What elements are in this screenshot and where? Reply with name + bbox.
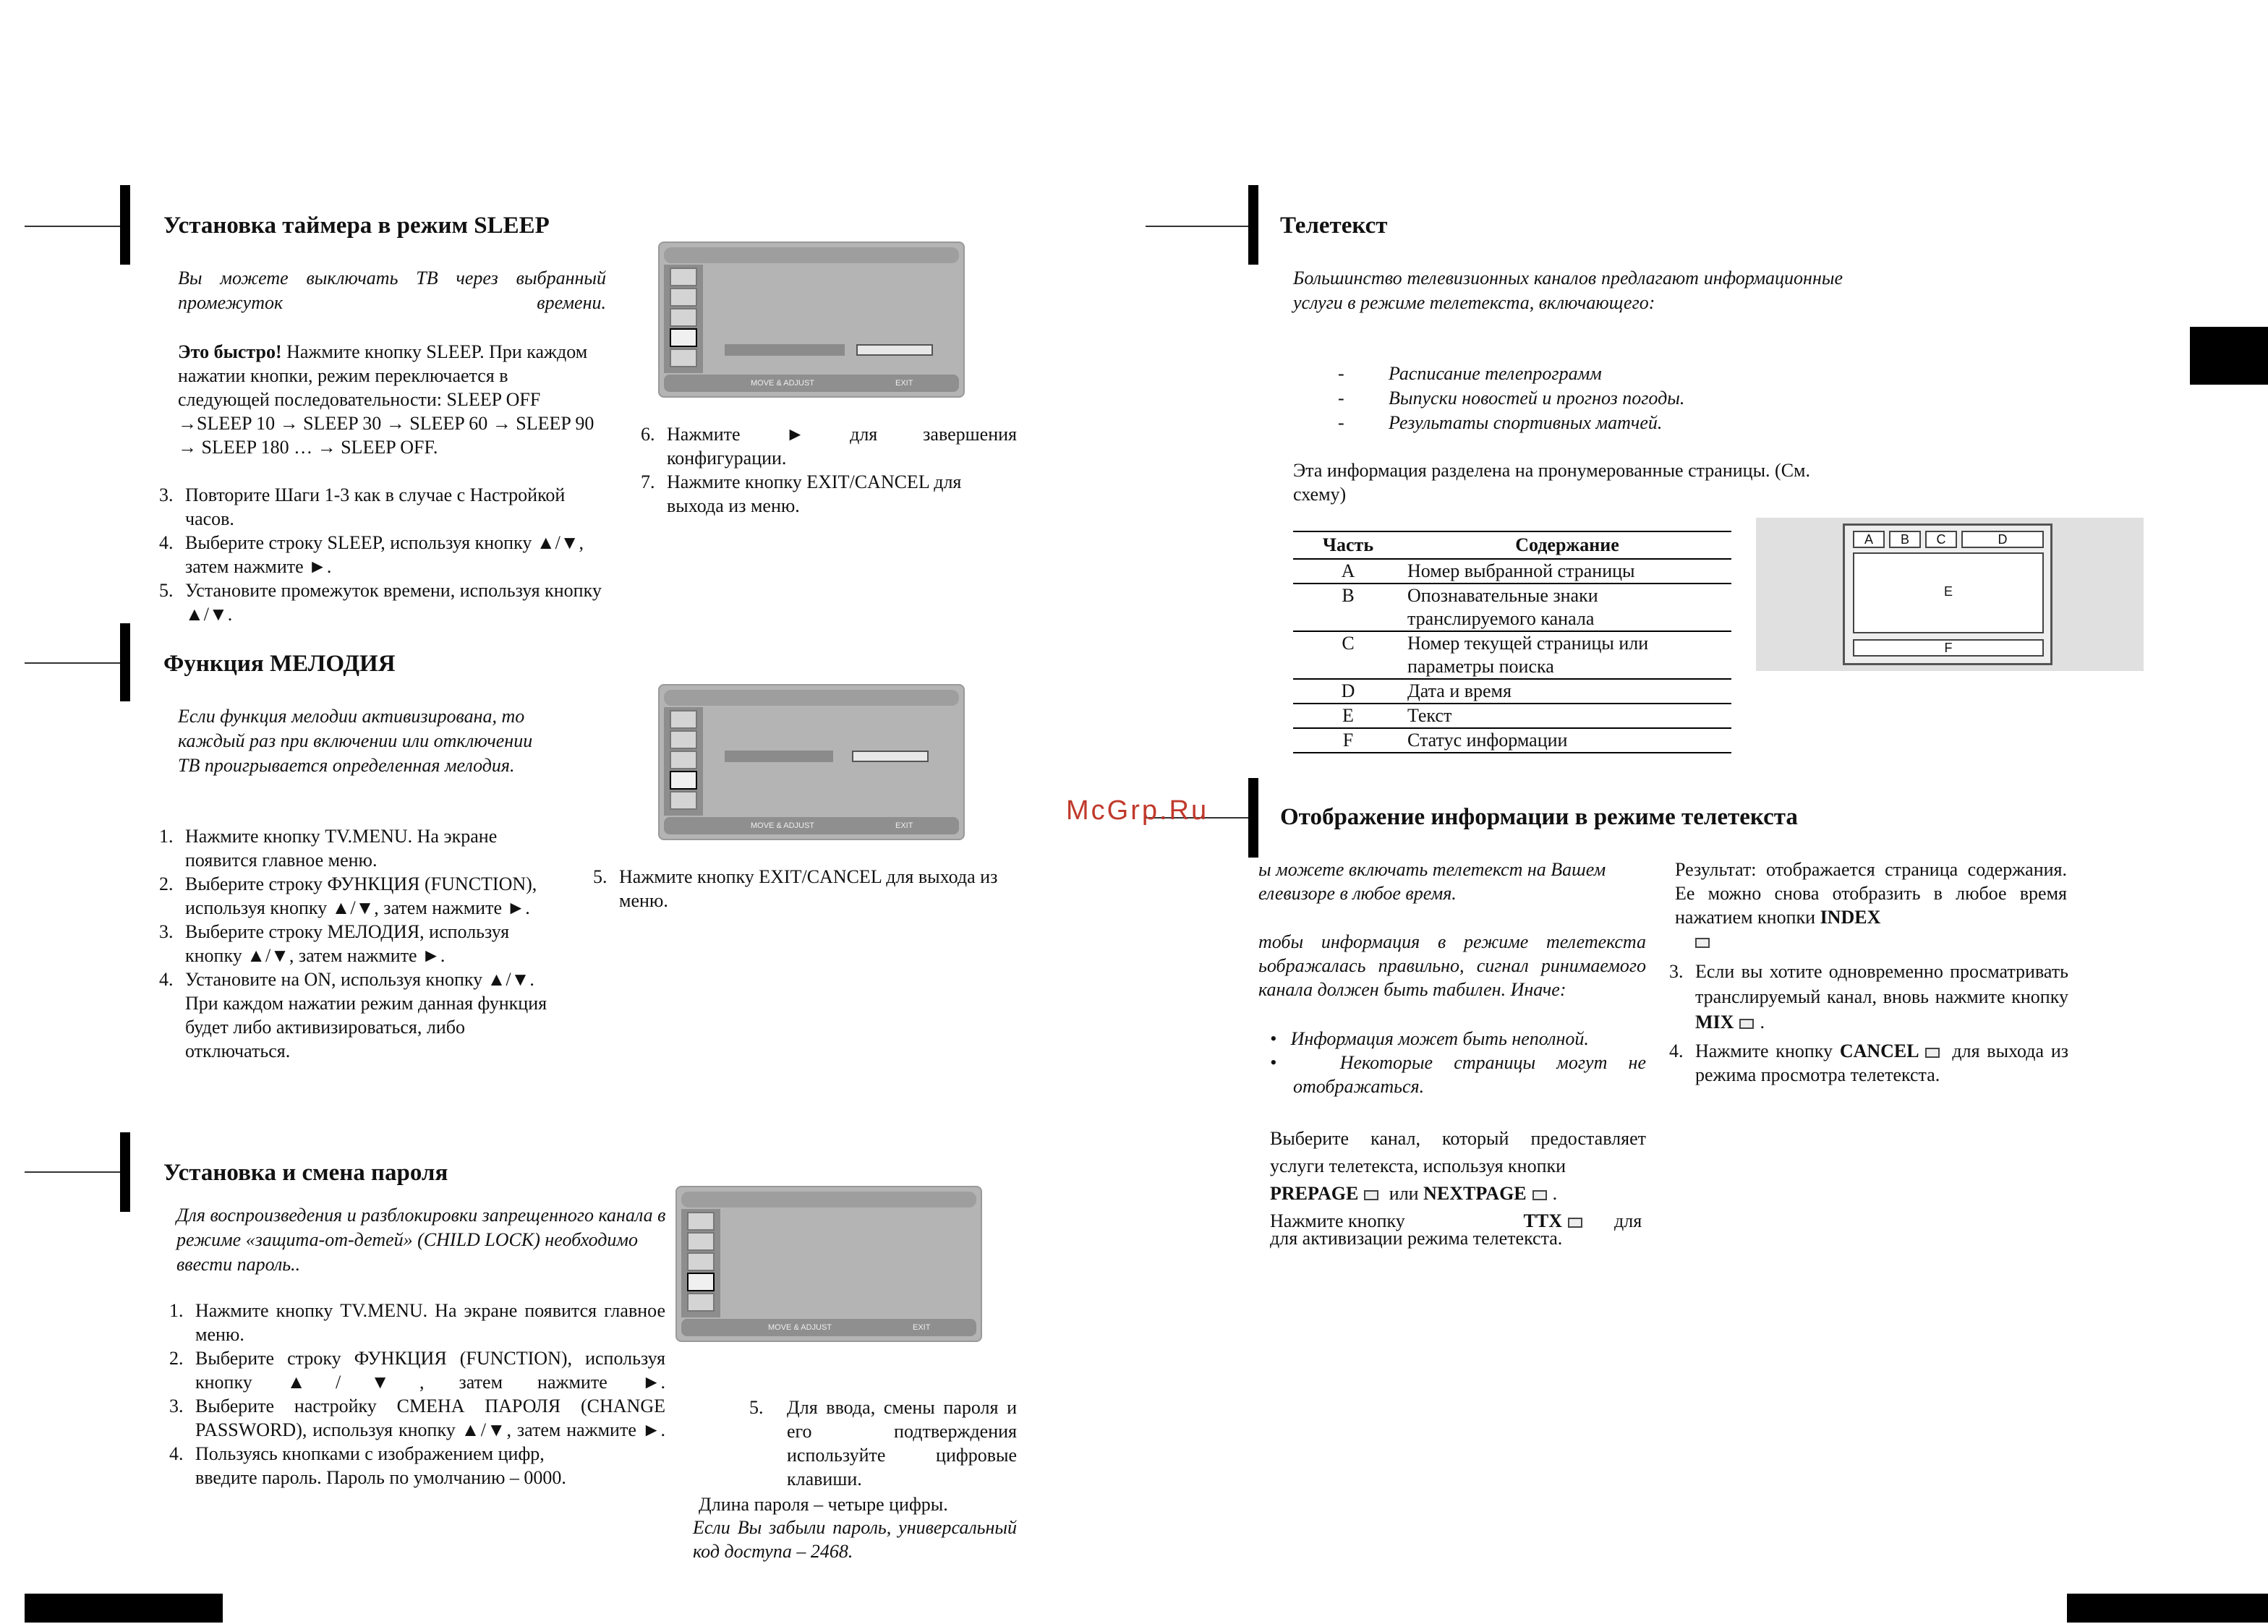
teletext-title: Телетекст [1280,213,1388,239]
list-item: - Выпуски новостей и прогноз погоды. [1338,388,1685,409]
list-item: 7. Нажмите кнопку EXIT/CANCEL для выхода из меню. [660,470,1017,518]
cancel-label: CANCEL [1839,1040,1919,1061]
diagram-label-d: D [1961,531,2044,548]
password-step5: Для ввода, смены пароля и его подтверждения используйте цифровые клавиши. [787,1397,1017,1490]
osd-exit-label: EXIT [895,821,913,830]
teletext-pages-note: Эта информация разделена на пронумерованные страницы. (См. схему) [1293,460,1811,505]
watermark-logo: McGrp.Ru [1066,795,1209,826]
password-forgot-note: Если Вы забыли пароль, универсальный код доступа – 2468. [693,1517,1017,1562]
table-row: D Дата и время [1293,679,1731,704]
password-title: Установка и смена пароля [163,1160,448,1186]
list-item: 3. Выберите настройку СМЕНА ПАРОЛЯ (CHANGE PASSWORD), используя кнопку ▲/▼, затем нажмите ►. [188,1394,665,1442]
cancel-button-icon [1925,1048,1940,1058]
table-row: C Номер текущей страницы или параметры поиска [1293,631,1731,679]
section-marker [1248,185,1258,265]
section-rule [25,226,122,227]
osd-move-label: MOVE & ADJUST [751,379,815,388]
section-marker [120,623,130,701]
list-item: 3. Выберите строку МЕЛОДИЯ, используя кнопку ▲/▼, затем нажмите ►. [178,920,557,967]
nextpage-label: NEXTPAGE [1423,1183,1527,1204]
display-step2-text: Нажмите кнопку [1270,1210,1405,1231]
teletext-screen-diagram [1756,518,2144,671]
display-step2-tail: для [1614,1210,1642,1231]
sleep-steps [152,483,608,626]
teletext-bullets [1338,362,1844,435]
table-row: A Номер выбранной страницы [1293,559,1731,584]
display-result: Результат: отображается страница содержания. Ее можно снова отобразить в любое время нажатием кнопки INDEX [1675,858,2067,953]
osd-exit-label: EXIT [913,1323,931,1332]
password-steps [162,1299,665,1490]
table-row: B Опознавательные знаки транслируемого канала [1293,584,1731,631]
page-footer-bar [2067,1594,2268,1623]
display-step2-end: для активизации режима телетекста. [1270,1228,1563,1249]
melody-intro: Если функция мелодии активизирована, то каждый раз при включении или отключении ТВ проигрывается определенная мелодия. [178,706,533,776]
teletext-intro: Большинство телевизионных каналов предлагают информационные услуги в режиме телетекста, включающего: [1293,268,1843,313]
list-item: - Расписание телепрограмм [1338,363,1602,384]
display-intro-2: тобы информация в режиме телетекста ьображалась правильно, сигнал ринимаемого канала должен быть табилен. Иначе: [1258,931,1646,1000]
list-item: 6. Нажмите ► для завершения конфигурации. [660,422,1017,470]
list-item: 5. Установите промежуток времени, используя кнопку ▲/▼. [178,578,608,626]
tv-menu-screenshot [658,242,965,398]
diagram-label-f: F [1853,639,2044,657]
display-title: Отображение информации в режиме телетекста [1280,804,1798,830]
list-item: 4. Нажмите кнопку CANCEL для выхода из режима просмотра телетекста. [1688,1039,2068,1087]
list-item [178,967,557,1063]
display-step1-text: Выберите канал, который предоставляет услуги телетекста, используя кнопки [1270,1128,1646,1176]
list-item: - Результаты спортивных матчей. [1338,412,1663,433]
sleep-title: Установка таймера в режим SLEEP [163,213,550,239]
table-header: Содержание [1403,531,1731,559]
list-item: 1. Нажмите кнопку TV.MENU. На экране появится главное меню. [188,1299,665,1346]
osd-move-label: MOVE & ADJUST [751,821,815,830]
diagram-label-c: C [1925,531,1957,548]
tv-menu-screenshot [675,1186,982,1342]
sleep-steps-right [634,422,1017,518]
section-marker [1248,778,1258,858]
password-length-note: Длина пароля – четыре цифры. [699,1494,948,1515]
page-side-tab [2190,327,2268,385]
index-label: INDEX [1820,907,1881,928]
diagram-label-e: E [1853,552,2044,633]
sleep-quick [178,340,597,459]
tv-menu-screenshot [658,684,965,840]
list-item: 3. Если вы хотите одновременно просматривать транслируемый канал, вновь нажмите кнопку MIX . [1688,959,2068,1035]
diagram-label-a: A [1853,531,1885,548]
mix-button-icon [1739,1019,1754,1029]
prepage-label: PREPAGE [1270,1183,1359,1204]
display-step1: Выберите канал, который предоставляет услуги телетекста, используя кнопки PREPAGE или NEXTPAGE . Нажмите кнопку TTX для [1270,1125,1646,1262]
display-intro-1: ы можете включать телетекст на Вашем елевизоре в любое время. [1258,859,1606,904]
list-item: 4. Выберите строку SLEEP, используя кнопку ▲/▼, затем нажмите ►. [178,531,608,578]
melody-title: Функция МЕЛОДИЯ [163,651,396,677]
password-step5-num: 5. [749,1397,764,1418]
page-footer-bar [25,1594,223,1623]
table-row: F Статус информации [1293,728,1731,753]
melody-step4: Установите на ON, используя кнопку ▲/▼. [185,969,534,990]
list-item: 2. Выберите строку ФУНКЦИЯ (FUNCTION), используя кнопку ▲/▼, затем нажмите ►. [178,872,557,920]
password-intro: Для воспроизведения и разблокировки запрещенного канала в режиме «защита-от-детей» (CHILD LOCK) необходимо ввести пароль.. [176,1205,666,1275]
list-item: 2. Выберите строку ФУНКЦИЯ (FUNCTION), используя кнопку ▲/▼, затем нажмите ►. [188,1346,665,1394]
list-item: 4. Пользуясь кнопками с изображением цифр, введите пароль. Пароль по умолчанию – 0000. [188,1442,665,1490]
osd-move-label: MOVE & ADJUST [768,1323,832,1332]
osd-exit-label: EXIT [895,379,913,388]
melody-steps [152,824,557,1063]
display-bullets [1270,1027,1646,1098]
list-item: 1. Нажмите кнопку TV.MENU. На экране появится главное меню. [178,824,557,872]
mix-label: MIX [1695,1012,1734,1033]
section-rule [25,662,122,664]
display-or: или [1389,1183,1419,1204]
prepage-button-icon [1364,1190,1378,1200]
section-rule [25,1171,122,1173]
table-header: Часть [1293,531,1403,559]
list-item: • Информация может быть неполной. [1270,1028,1589,1049]
section-marker [120,1132,130,1212]
list-item: • Некоторые страницы могут не отображаться. [1270,1052,1646,1097]
sleep-quick-bold: Это быстро! [178,341,282,362]
ttx-label: TTX [1523,1210,1562,1231]
display-steps-right [1663,959,2068,1087]
list-item: 5. Нажмите кнопку EXIT/CANCEL для выхода из меню. [612,865,1020,913]
melody-step4-note: При каждом нажатии режим данная функция будет либо активизироваться, либо отключаться. [185,993,547,1061]
table-row: E Текст [1293,704,1731,728]
index-button-icon [1695,938,1710,948]
diagram-label-b: B [1889,531,1921,548]
section-marker [120,185,130,265]
section-rule [1146,226,1251,227]
list-item: 3. Повторите Шаги 1-3 как в случае с Настройкой часов. [178,483,608,531]
teletext-parts-table [1293,531,1731,753]
nextpage-button-icon [1532,1190,1547,1200]
sleep-quick-text: Нажмите кнопку SLEEP. При каждом нажатии кнопки, режим переключается в следующей последовательности: SLEEP OFF →SLEEP 10 → SLEEP 30 → SLEEP 60 → SLEEP 90 → SLEEP 180 … → SLEEP OFF. [178,341,594,458]
melody-step5 [586,865,1020,913]
sleep-intro: Вы можете выключать ТВ через выбранный промежуток времени. [178,268,606,313]
